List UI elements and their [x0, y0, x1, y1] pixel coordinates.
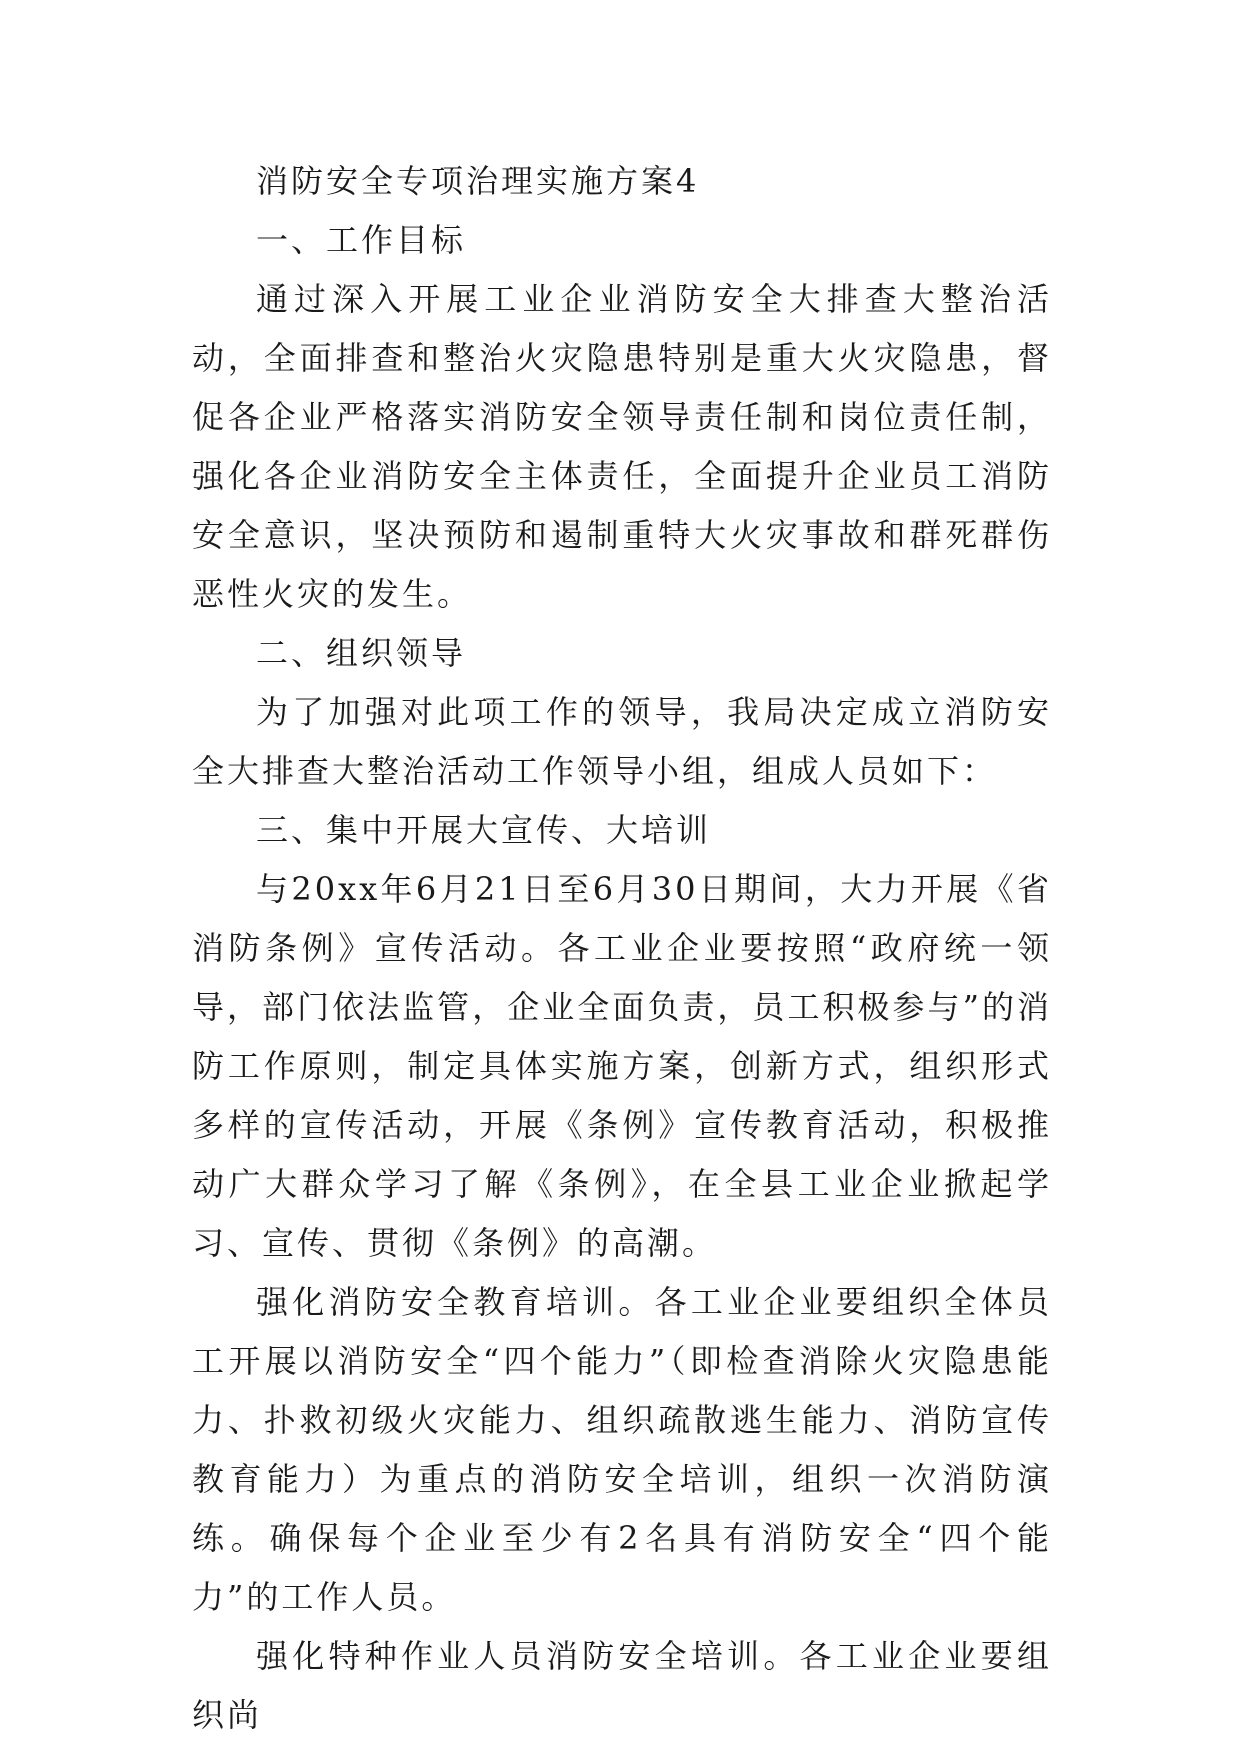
paragraph-publicity: 与20xx年6月21日至6月30日期间，大力开展《省消防条例》宣传活动。各工业企业要按照“政府统一领导，部门依法监管，企业全面负责，员工积极参与”的消防工作原则，制定具体实施方案，创新方式，组织形式多样的宣传活动，开展《条例》宣传教育活动，积极推动广大群众学习了解《条例》，在全县工业企业掀起学习、宣传、贯彻《条例》的高潮。: [192, 870, 1052, 1262]
section-heading-publicity-training: 三、集中开展大宣传、大培训: [256, 811, 712, 849]
paragraph-special-operations: 强化特种作业人员消防安全培训。各工业企业要组织尚: [192, 1637, 1052, 1734]
paragraph-goals: 通过深入开展工业企业消防安全大排查大整治活动，全面排查和整治火灾隐患特别是重大火灾隐患，督促各企业严格落实消防安全领导责任制和岗位责任制，强化各企业消防安全主体责任，全面提升企业员工消防安全意识，坚决预防和遏制重特大火灾事故和群死群伤恶性火灾的发生。: [192, 280, 1052, 613]
document-body: [192, 152, 1052, 1745]
paragraph-training: 强化消防安全教育培训。各工业企业要组织全体员工开展以消防安全“四个能力”（即检查消除火灾隐患能力、扑救初级火灾能力、组织疏散逃生能力、消防宣传教育能力）为重点的消防安全培训，组织一次消防演练。确保每个企业至少有2名具有消防安全“四个能力”的工作人员。: [192, 1283, 1052, 1616]
paragraph-leadership: 为了加强对此项工作的领导，我局决定成立消防安全大排查大整治活动工作领导小组，组成人员如下：: [192, 693, 1052, 790]
section-heading-leadership: 二、组织领导: [256, 634, 467, 672]
section-heading-goals: 一、工作目标: [256, 221, 467, 259]
document-title: 消防安全专项治理实施方案4: [256, 162, 700, 200]
